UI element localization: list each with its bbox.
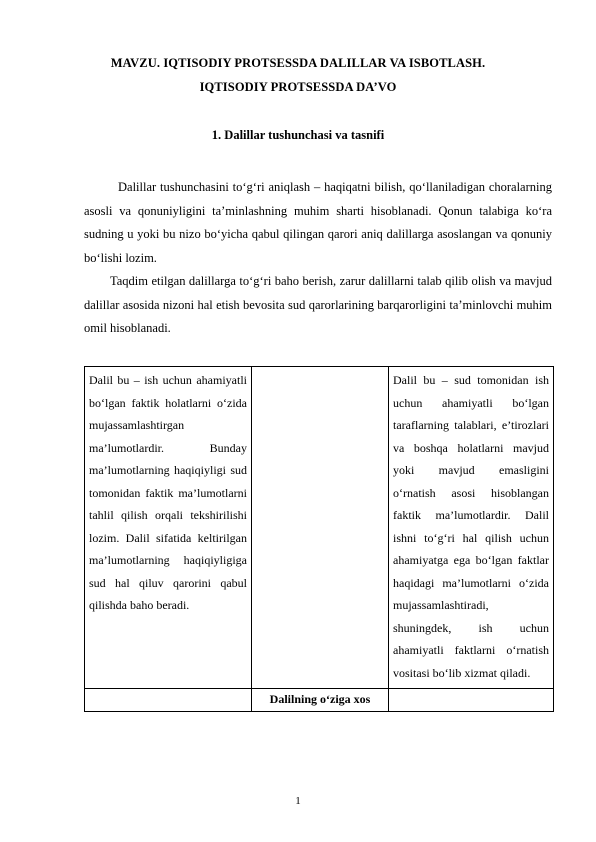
- document-title-line2: IQTISODIY PROTSESSDA DA’VO: [199, 80, 397, 94]
- table-row: [85, 689, 554, 712]
- section-heading: 1. Dalillar tushunchasi va tasnifi: [211, 128, 385, 142]
- table-cell-caption: [252, 689, 389, 712]
- table-cell-right: [389, 367, 554, 689]
- document-title-line1: MAVZU. IQTISODIY PROTSESSDA DALILLAR VA ISBOTLASH.: [110, 56, 486, 70]
- definitions-table: [84, 366, 554, 712]
- page-number: 1: [295, 795, 301, 807]
- table-caption: Dalilning o‘ziga xos: [269, 692, 371, 706]
- table-cell-middle: [252, 367, 389, 689]
- paragraph-1: Dalillar tushunchasini to‘g‘ri aniqlash – haqiqatni bilish, qo‘llaniladigan choralarning asosli va qonuniyligini ta’minlashning muhim sharti hisoblanadi. Qonun talabiga ko‘ra sudning u yoki bu nizo bo‘yicha qabul qilingan qarori aniq dalillarga asoslangan va qonuniy bo‘lishi lozim.: [84, 180, 552, 265]
- table-cell-left: [85, 367, 252, 689]
- right-definition: Dalil bu – sud tomonidan ish uchun ahamiyatli bo‘lgan taraflarning talablari, e’tirozlari va boshqa holatlarni mavjud yoki mavjud emasligini o‘rnatish asosi hisoblangan faktik ma’lumotlardir. Dalil ishni to‘g‘ri hal qilish uchun ahamiyatga ega bo‘lgan faktlar haqidagi ma’lumotlarni o‘zida mujassamlashtiradi, shuningdek, ish uchun ahamiyatli faktlarni o‘rnatish vositasi bo‘lib xizmat qiladi.: [393, 373, 549, 680]
- table-cell-empty: [85, 689, 252, 712]
- paragraph-2: Taqdim etilgan dalillarga to‘g‘ri baho berish, zarur dalillarni talab qilib olish va mavjud dalillar asosida nizoni hal etish bevosita sud qarorlarining barqarorligini ta’minlovchi muhim omil hisoblanadi.: [84, 274, 552, 335]
- table-row: [85, 367, 554, 689]
- left-definition: Dalil bu – ish uchun ahamiyatli bo‘lgan faktik holatlarni o‘zida mujassamlashtirgan ma’lumotlardir. Bunday ma’lumotlarning haqiqiyligi sud tomonidan faktik ma’lumotlarni tahlil qilish orqali tekshirilishi lozim. Dalil sifatida keltirilgan ma’lumotlarning haqiqiyligiga sud hal qiluv qarorini qabul qilishda baho beradi.: [89, 373, 247, 612]
- table-cell-empty: [389, 689, 554, 712]
